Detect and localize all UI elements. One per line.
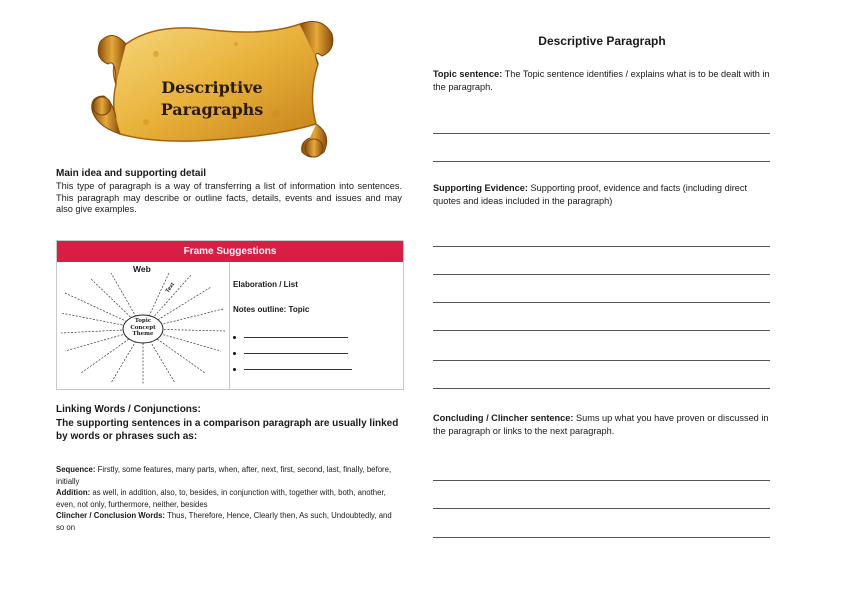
writing-line[interactable]: [433, 537, 770, 538]
linking-item-clincher: [56, 510, 402, 533]
frame-header: Frame Suggestions: [57, 241, 403, 262]
bullet-dot: [233, 352, 236, 355]
linking-heading: Linking Words / Conjunctions:: [56, 404, 201, 415]
linking-item-text: Thus, Therefore, Hence, Clearly then, As such, Undoubtedly, and so on: [56, 511, 392, 532]
web-center-line: Theme: [132, 331, 154, 337]
blank-line[interactable]: [244, 337, 348, 338]
bullet-dot: [233, 336, 236, 339]
bullet-dot: [233, 368, 236, 371]
linking-subheading: The supporting sentences in a comparison paragraph are usually linked by words or phrases such as:: [56, 418, 399, 442]
linking-item-sequence: [56, 464, 402, 487]
intro-body: This type of paragraph is a way of transferring a list of information into sentences. This paragraph may describe or outline facts, details, events and issues and may also give examples.: [56, 181, 402, 214]
web-center-node: [123, 318, 163, 338]
writing-line[interactable]: [433, 508, 770, 509]
bullet-line: [233, 333, 348, 342]
concluding-sentence-block: [433, 412, 771, 437]
blank-line[interactable]: [244, 369, 352, 370]
supporting-evidence-block: [433, 182, 771, 207]
topic-sentence-text: The Topic sentence identifies / explains what is to be dealt with in the paragraph.: [433, 69, 770, 92]
notes-outline-label: Notes outline: Topic: [233, 305, 310, 314]
bullet-line: [233, 365, 352, 374]
writing-line[interactable]: [433, 388, 770, 389]
writing-line[interactable]: [433, 480, 770, 481]
linking-item-label: Addition:: [56, 488, 91, 497]
writing-line[interactable]: [433, 302, 770, 303]
linking-item-addition: [56, 487, 402, 510]
frame-suggestions-box: [56, 240, 404, 390]
concluding-sentence-text: Sums up what you have proven or discussed in the paragraph or links to the next paragraph.: [433, 413, 769, 436]
blank-line[interactable]: [244, 353, 348, 354]
topic-sentence-block: [433, 68, 771, 93]
writing-line[interactable]: [433, 360, 770, 361]
supporting-evidence-label: Supporting Evidence:: [433, 183, 528, 193]
linking-item-label: Clincher / Conclusion Words:: [56, 511, 166, 520]
writing-line[interactable]: [433, 274, 770, 275]
frame-divider: [229, 262, 230, 389]
web-center-line: Concept: [130, 324, 156, 331]
linking-item-text: as well, in addition, also, to, besides, in conjunction with, together with, both, another, even, not only, furthermore, neither, besides: [56, 488, 386, 509]
bullet-line: [233, 349, 348, 358]
web-label: Web: [133, 264, 151, 274]
banner-title-line1: Descriptive: [161, 78, 263, 97]
web-spoke-label: Text: [164, 281, 177, 295]
banner-title-line2: Paragraphs: [160, 100, 264, 119]
linking-item-text: Firstly, some features, many parts, when, after, next, first, second, last, finally, before, initially: [56, 465, 392, 486]
writing-line[interactable]: [433, 330, 770, 331]
writing-line[interactable]: [433, 133, 770, 134]
right-title: Descriptive Paragraph: [538, 34, 666, 48]
writing-line[interactable]: [433, 161, 770, 162]
elaboration-label: Elaboration / List: [233, 280, 298, 289]
writing-line[interactable]: [433, 246, 770, 247]
concluding-sentence-label: Concluding / Clincher sentence:: [433, 413, 574, 423]
topic-sentence-label: Topic sentence:: [433, 69, 503, 79]
web-center-line: Topic: [134, 318, 152, 324]
linking-list: [56, 464, 402, 533]
linking-item-label: Sequence:: [56, 465, 96, 474]
intro-heading: Main idea and supporting detail: [56, 168, 207, 179]
supporting-evidence-text: Supporting proof, evidence and facts (including direct quotes and ideas included in the paragraph): [433, 183, 748, 206]
